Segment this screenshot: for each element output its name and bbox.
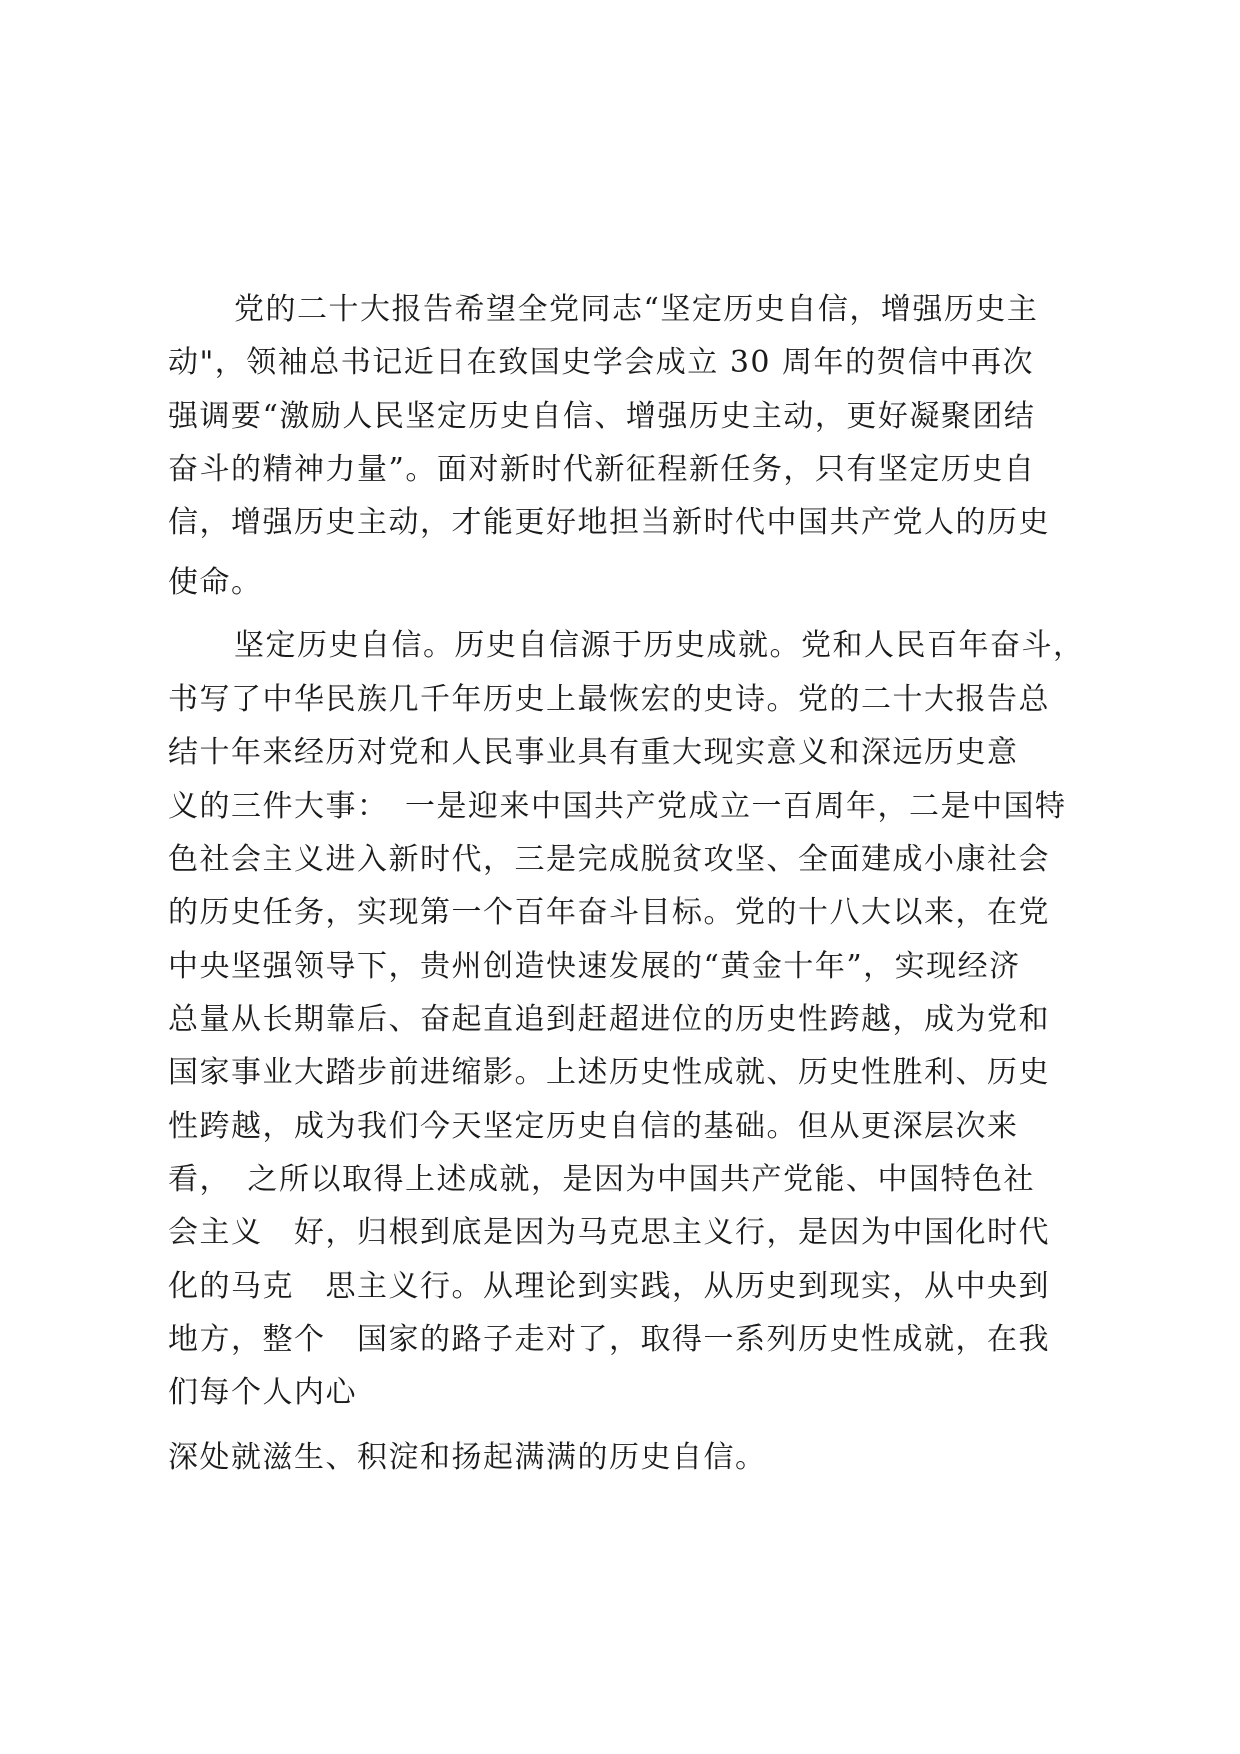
paragraph-line: 信，增强历史主动，才能更好地担当新时代中国共产党人的历史 [168,505,1050,540]
paragraph-line: 动"，领袖总书记近日在致国史学会成立 30 周年的贺信中再次 [168,345,1035,380]
paragraph-line: 强调要“激励人民坚定历史自信、增强历史主动，更好凝聚团结 [168,399,1036,434]
paragraph-line: 会主义 好，归根到底是因为马克思主义行，是因为中国化时代 [168,1215,1050,1250]
paragraph-line: 深处就滋生、积淀和扬起满满的历史自信。 [168,1440,767,1475]
paragraph-line: 义的三件大事： 一是迎来中国共产党成立一百周年，二是中国特 [168,789,1067,824]
paragraph-line: 坚定历史自信。历史自信源于历史成就。党和人民百年奋斗， [234,628,1085,663]
paragraph-line: 总量从长期靠后、奋起直追到赶超进位的历史性跨越，成为党和 [168,1002,1050,1037]
paragraph-line: 们每个人内心 [168,1375,357,1410]
paragraph-line: 党的二十大报告希望全党同志“坚定历史自信，增强历史主 [234,292,1039,327]
paragraph-line: 国家事业大踏步前进缩影。上述历史性成就、历史性胜利、历史 [168,1055,1050,1090]
paragraph-line: 的历史任务，实现第一个百年奋斗目标。党的十八大以来，在党 [168,895,1050,930]
paragraph-line: 性跨越，成为我们今天坚定历史自信的基础。但从更深层次来 [168,1109,1019,1144]
paragraph-line: 看， 之所以取得上述成就，是因为中国共产党能、中国特色社 [168,1162,1035,1197]
paragraph-line: 色社会主义进入新时代，三是完成脱贫攻坚、全面建成小康社会 [168,842,1050,877]
paragraph-line: 地方，整个 国家的路子走对了，取得一系列历史性成就，在我 [168,1322,1050,1357]
paragraph-line: 使命。 [168,565,263,600]
paragraph-line: 化的马克 思主义行。从理论到实践，从历史到现实，从中央到 [168,1269,1050,1304]
paragraph-line: 中央坚强领导下，贵州创造快速发展的“黄金十年”，实现经济 [168,949,1021,984]
paragraph-line: 书写了中华民族几千年历史上最恢宏的史诗。党的二十大报告总 [168,682,1050,717]
paragraph-line: 结十年来经历对党和人民事业具有重大现实意义和深远历史意 [168,735,1019,770]
paragraph-line: 奋斗的精神力量”。面对新时代新征程新任务，只有坚定历史自 [168,452,1036,487]
